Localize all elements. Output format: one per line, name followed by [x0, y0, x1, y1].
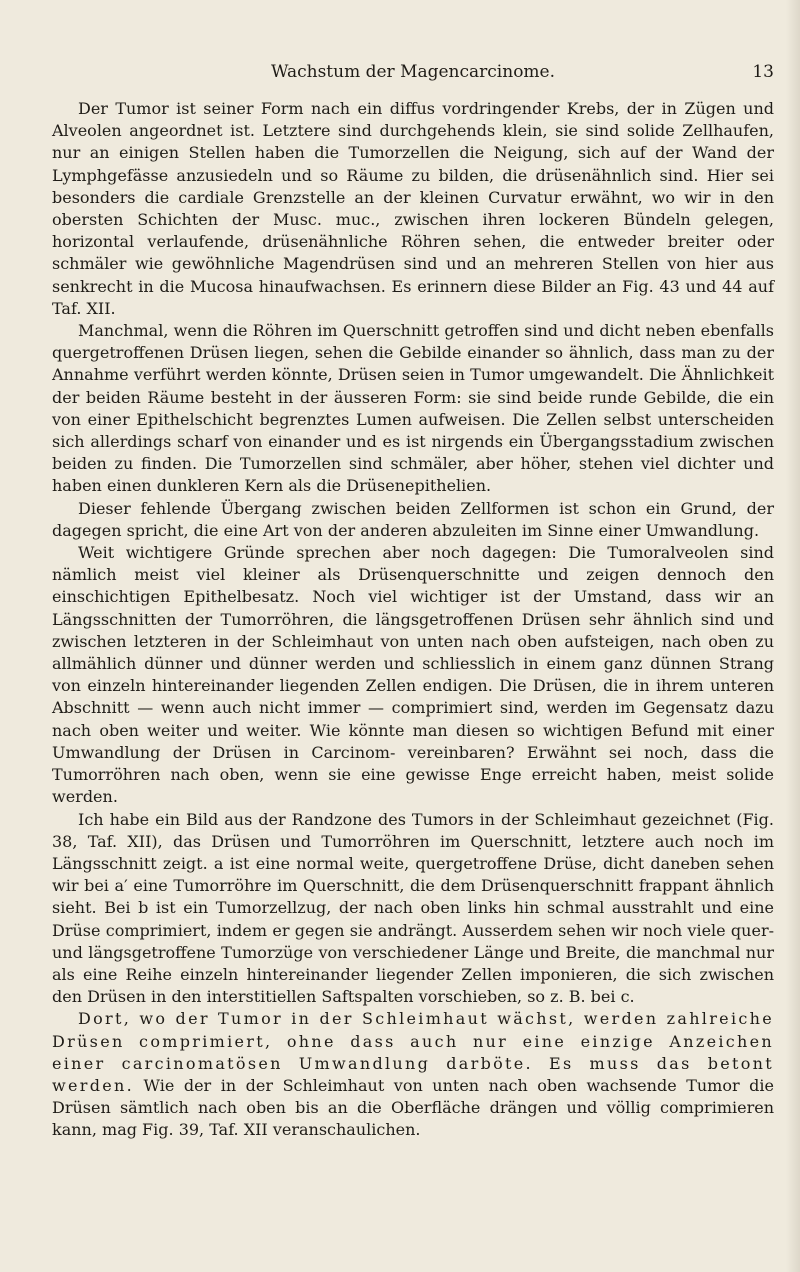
body-text [52, 98, 774, 1142]
paragraph-3: Dieser fehlende Übergang zwischen beiden Zellformen ist schon ein Grund, der dagegen spricht, die eine Art von der anderen abzuleiten im Sinne einer Umwandlung. [52, 498, 774, 540]
page-number: 13 [752, 62, 774, 82]
paragraph-6 [52, 1008, 774, 1141]
paragraph-2: Manchmal, wenn die Röhren im Querschnitt getroffen sind und dicht neben ebenfalls quergetroffenen Drüsen liegen, sehen die Gebilde einander so ähnlich, dass man zu der Annahme verführt werden könnte, Drüsen seien in Tumor umgewandelt. Die Ähnlichkeit der beiden Räume besteht in der äusseren Form: sie sind beide runde Gebilde, die ein von einer Epithelschicht begrenztes Lumen aufweisen. Die Zellen selbst unterscheiden sich allerdings scharf von einander und es ist nirgends ein Übergangsstadium zwischen beiden zu finden. Die Tumorzellen sind schmäler, aber höher, stehen viel dichter und haben einen dunkleren Kern als die Drüsenepithelien. [52, 321, 774, 496]
running-header [52, 62, 774, 90]
paragraph-1: Der Tumor ist seiner Form nach ein diffus vordringender Krebs, der in Zügen und Alveolen angeordnet ist. Letztere sind durchgehends klein, sie sind solide Zellhaufen, nur an einigen Stellen haben die Tumorzellen die Neigung, sich auf der Wand der Lymphgefässe anzusiedeln und so Räume zu bilden, die drüsenähnlich sind. Hier sei besonders die cardiale Grenzstelle an der kleinen Curvatur erwähnt, wo wir in den obersten Schichten der Musc. muc., zwischen ihren lockeren Bündeln gelegen, horizontal verlaufende, drüsenähnliche Röhren sehen, die entweder breiter oder schmäler wie gewöhnliche Magendrüsen sind und an mehreren Stellen von hier aus senkrecht in die Mucosa hinaufwachsen. Es erinnern diese Bilder an Fig. 43 und 44 auf Taf. XII. [52, 99, 774, 318]
emphasized-text: Dort, wo der Tumor in der Schleimhaut wächst, werden zahlreiche Drüsen comprimiert, ohne dass auch nur eine einzige Anzeichen einer carcinomatösen Umwandlung darböte. Es muss das betont werden. [52, 1009, 774, 1095]
page-edge-shadow [786, 0, 800, 1272]
running-title: Wachstum der Magencarcinome. [270, 62, 556, 82]
paragraph-5: Ich habe ein Bild aus der Randzone des Tumors in der Schleimhaut gezeichnet (Fig. 38, Taf. XII), das Drüsen und Tumorröhren im Querschnitt, letztere auch noch im Längsschnitt zeigt. a ist eine normal weite, quergetroffene Drüse, dicht daneben sehen wir bei a′ eine Tumorröhre im Querschnitt, die dem Drüsenquerschnitt frappant ähnlich sieht. Bei b ist ein Tumorzellzug, der nach oben links hin schmal ausstrahlt und eine Drüse comprimiert, indem er gegen sie andrängt. Ausserdem sehen wir noch viele quer- und längsgetroffene Tumorzüge von verschiedener Länge und Breite, die manchmal nur als eine Reihe einzeln hintereinander liegender Zellen imponieren, die sich zwischen den Drüsen in den interstitiellen Saftspalten vorschieben, so z. B. bei c. [52, 809, 774, 1007]
paragraph-6-rest: Wie der in der Schleimhaut von unten nach oben wachsende Tumor die Drüsen sämtlich nach oben bis an die Oberfläche drängen und völlig comprimieren kann, mag Fig. 39, Taf. XII veranschaulichen. [52, 1075, 774, 1140]
paragraph-4: Weit wichtigere Gründe sprechen aber noch dagegen: Die Tumoralveolen sind nämlich meist viel kleiner als Drüsenquerschnitte und zeigen dennoch den einschichtigen Epithelbesatz. Noch viel wichtiger ist der Umstand, dass wir an Längsschnitten der Tumorröhren, die längsgetroffenen Drüsen sehr ähnlich sind und zwischen letzteren in der Schleimhaut von unten nach oben aufsteigen, nach oben zu allmählich dünner und dünner werden und schliesslich in einem ganz dünnen Strang von einzeln hintereinander liegenden Zellen endigen. Die Drüsen, die in ihrem unteren Abschnitt — wenn auch nicht immer — comprimiert sind, werden im Gegensatz dazu nach oben weiter und weiter. Wie könnte man diesen so wichtigen Befund mit einer Umwandlung der Drüsen in Carcinom- vereinbaren? Erwähnt sei noch, dass die Tumorröhren nach oben, wenn sie eine gewisse Enge erreicht haben, meist solide werden. [52, 543, 774, 807]
